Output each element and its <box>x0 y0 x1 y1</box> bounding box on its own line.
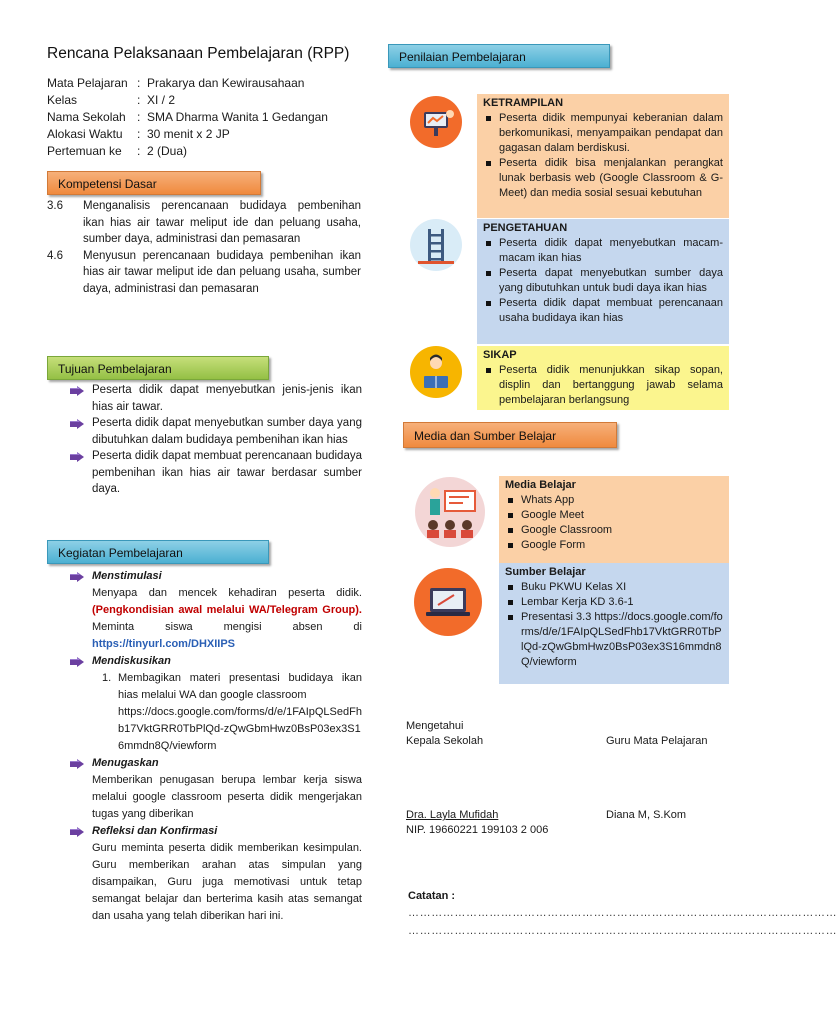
ketrampilan-box <box>477 94 729 218</box>
pengetahuan-box <box>477 219 729 344</box>
arrow-bullet-icon <box>70 386 84 396</box>
list-item: Google Form <box>505 538 723 553</box>
list-item <box>68 823 362 925</box>
info-key: Nama Sekolah <box>47 110 126 124</box>
list-item <box>68 448 362 498</box>
info-row <box>47 127 328 144</box>
kepala-sekolah-nip: NIP. 19660221 199103 2 006 <box>406 824 549 836</box>
list-item: Peserta didik mempunyai keberanian dalam berkomunikasi, menyampaikan pendapat dan gagasan dalam berdiskusi. <box>483 111 723 156</box>
info-row <box>47 93 328 110</box>
info-value: SMA Dharma Wanita 1 Gedangan <box>147 110 328 124</box>
list-item <box>68 382 362 415</box>
activity-note: (Pengkondisian awal melalui WA/Telegram Group). <box>92 604 362 616</box>
kegiatan-pembelajaran-header: Kegiatan Pembelajaran <box>47 540 269 564</box>
kompetensi-dasar-header: Kompetensi Dasar <box>47 171 261 195</box>
materi-link[interactable]: https://docs.google.com/forms/d/e/1FAIpQLSedFhb17VktGRR0TbPlQd-zQwGbmHwz0BsP03ex3S16mmdn8Q/viewform <box>118 706 362 752</box>
ketrampilan-list <box>483 111 723 201</box>
item-number: 1. <box>102 672 112 684</box>
info-sep: : <box>137 144 141 158</box>
info-key: Alokasi Waktu <box>47 127 123 141</box>
activity-title: Menugaskan <box>92 757 159 769</box>
laptop-icon <box>414 568 482 636</box>
info-value: 2 (Dua) <box>147 144 188 158</box>
sikap-list <box>483 363 723 408</box>
numbered-list <box>92 670 362 755</box>
kompetensi-list <box>47 198 361 297</box>
list-item: Lembar Kerja KD 3.6-1 <box>505 595 723 610</box>
media-belajar-box <box>499 476 729 563</box>
info-key: Kelas <box>47 93 78 107</box>
activity-text: Memberikan penugasan berupa lembar kerja siswa melalui google classroom peserta didik mengerjakan tugas yang diberikan <box>92 774 362 820</box>
list-item: Google Meet <box>505 508 723 523</box>
pengetahuan-list <box>483 236 723 326</box>
kompetensi-number: 3.6 <box>47 200 63 212</box>
ketrampilan-title: KETRAMPILAN <box>483 97 564 109</box>
sikap-box <box>477 346 729 410</box>
list-item: Peserta didik bisa menjalankan perangkat lunak berbasis web (Google Classroom & G-Meet) dan media sosial sesuai kebutuhan <box>483 156 723 201</box>
list-item: Whats App <box>505 493 723 508</box>
info-key: Pertemuan ke <box>47 144 122 158</box>
kompetensi-item <box>47 198 361 248</box>
sumber-belajar-list <box>505 580 723 670</box>
activity-text: Membagikan materi presentasi budidaya ikan hias melalui WA dan google classroom <box>118 672 362 701</box>
tujuan-text: Peserta didik dapat menyebutkan sumber daya yang dibutuhkan dalam budidaya pembenihan ikan hias <box>92 417 362 446</box>
list-item <box>68 755 362 823</box>
list-item <box>68 568 362 653</box>
list-item: Peserta didik dapat menyebutkan macam-macam ikan hias <box>483 236 723 266</box>
teacher-board-icon <box>415 477 485 547</box>
tujuan-list <box>68 382 362 498</box>
kompetensi-text: Menganalisis perencanaan budidaya pembenihan ikan hias air tawar meliput ide dan peluang usaha, sumber daya, administrasi dan pemasaran <box>83 200 361 245</box>
info-sep: : <box>137 76 141 90</box>
list-item: Peserta didik dapat membuat perencanaan usaha budidaya ikan hias <box>483 296 723 326</box>
list-item: Buku PKWU Kelas XI <box>505 580 723 595</box>
kepala-sekolah-label: Kepala Sekolah <box>406 735 484 747</box>
media-belajar-list <box>505 493 723 553</box>
pengetahuan-title: PENGETAHUAN <box>483 222 568 234</box>
tujuan-pembelajaran-header: Tujuan Pembelajaran <box>47 356 269 380</box>
info-value: Prakarya dan Kewirausahaan <box>147 76 305 90</box>
catatan-line[interactable]: ………………………………………………………………………………………………… <box>408 907 837 919</box>
guru-name: Diana M, S.Kom <box>606 809 687 821</box>
info-value: XI / 2 <box>147 93 176 107</box>
arrow-bullet-icon <box>70 827 84 837</box>
activity-title: Menstimulasi <box>92 570 162 582</box>
student-reading-icon <box>410 346 462 398</box>
absen-link[interactable]: https://tinyurl.com/DHXIIPS <box>92 638 236 650</box>
info-key: Mata Pelajaran <box>47 76 128 90</box>
info-row <box>47 76 328 93</box>
media-belajar-title: Media Belajar <box>505 479 576 491</box>
arrow-bullet-icon <box>70 759 84 769</box>
list-item <box>92 670 362 755</box>
mengetahui-label: Mengetahui <box>406 720 464 732</box>
sumber-belajar-title: Sumber Belajar <box>505 566 586 578</box>
list-item: Google Classroom <box>505 523 723 538</box>
activity-title: Mendiskusikan <box>92 655 171 667</box>
presentation-icon <box>410 96 462 148</box>
ladder-icon <box>410 219 462 271</box>
activity-text: Guru meminta peserta didik memberikan kesimpulan. Guru memberikan arahan atas simpulan yang disampaikan, Guru juga memotivasi untuk tetap semangat belajar dan berterima kasih atas semangat dan usaha yang telah diberikan hari ini. <box>92 842 362 922</box>
catatan-line[interactable]: ………………………………………………………………………………………………… <box>408 925 837 937</box>
sikap-title: SIKAP <box>483 349 517 361</box>
guru-label: Guru Mata Pelajaran <box>606 735 708 747</box>
list-item <box>68 415 362 448</box>
kompetensi-text: Menyusun perencanaan budidaya pembenihan ikan hias air tawar meliput ide dan peluang usaha, sumber daya, administrasi dan pemasaran <box>83 249 361 295</box>
arrow-bullet-icon <box>70 419 84 429</box>
tujuan-text: Peserta didik dapat menyebutkan jenis-jenis ikan hias air tawar. <box>92 384 362 413</box>
info-row <box>47 144 328 161</box>
info-sep: : <box>137 93 141 107</box>
activity-text-part: Menyapa dan mencek kehadiran peserta didik. <box>92 587 362 599</box>
catatan-label: Catatan : <box>408 890 456 902</box>
info-sep: : <box>137 127 141 141</box>
info-value: 30 menit x 2 JP <box>147 127 230 141</box>
activity-text-part: Meminta siswa mengisi absen di <box>92 621 362 633</box>
list-item[interactable]: Presentasi 3.3 https://docs.google.com/forms/d/e/1FAIpQLSedFhb17VktGRR0TbPlQd-zQwGbmHwz0BsP03ex3S16mmdn8Q/viewform <box>505 610 723 670</box>
list-item: Peserta dapat menyebutkan sumber daya yang dibutuhkan untuk budi daya ikan hias <box>483 266 723 296</box>
arrow-bullet-icon <box>70 657 84 667</box>
media-sumber-header: Media dan Sumber Belajar <box>403 422 617 448</box>
kegiatan-list <box>68 568 362 925</box>
info-row <box>47 110 328 127</box>
arrow-bullet-icon <box>70 452 84 462</box>
info-table <box>47 76 328 161</box>
activity-text <box>92 585 362 653</box>
kompetensi-item <box>47 248 361 298</box>
activity-title: Refleksi dan Konfirmasi <box>92 825 218 837</box>
kepala-sekolah-name: Dra. Layla Mufidah <box>406 809 499 821</box>
sumber-belajar-box <box>499 563 729 684</box>
list-item <box>68 653 362 755</box>
info-sep: : <box>137 110 141 124</box>
kompetensi-number: 4.6 <box>47 249 63 262</box>
list-item: Peserta didik menunjukkan sikap sopan, displin dan bertanggung jawab selama pembelajaran berlangsung <box>483 363 723 408</box>
penilaian-pembelajaran-header: Penilaian Pembelajaran <box>388 44 610 68</box>
tujuan-text: Peserta didik dapat membuat perencanaan budidaya pembenihan ikan hias air tawar berdasar sumber daya. <box>92 450 362 495</box>
page-title: Rencana Pelaksanaan Pembelajaran (RPP) <box>47 45 350 62</box>
arrow-bullet-icon <box>70 572 84 582</box>
